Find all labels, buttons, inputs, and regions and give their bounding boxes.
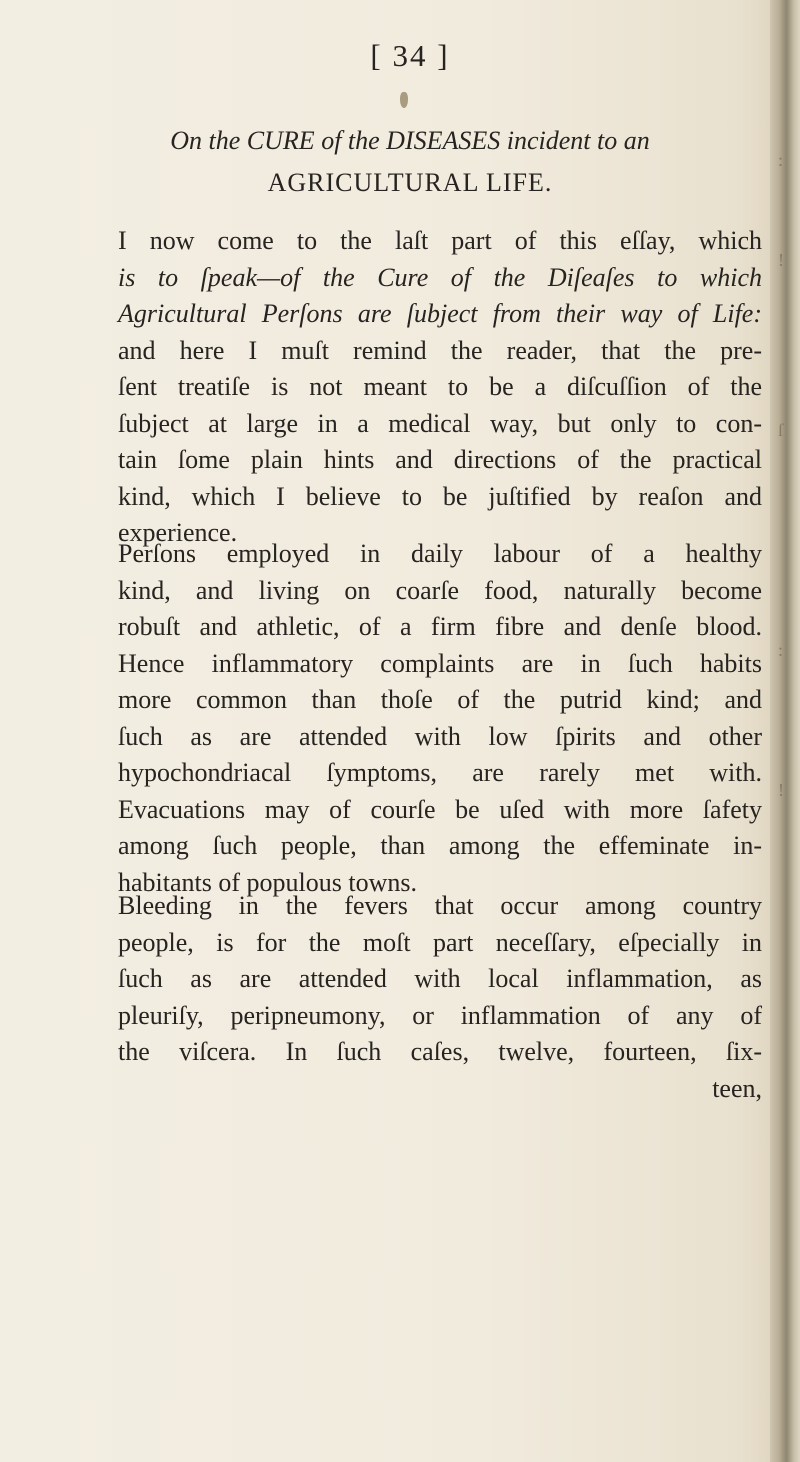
paragraph-2	[118, 536, 762, 901]
chapter-heading-line-1	[0, 124, 800, 158]
page-number: [ 34 ]	[370, 38, 450, 73]
text-line: ſubject at large in a medical way, but only to con-	[118, 408, 762, 438]
paragraph-1	[118, 223, 762, 552]
text-line: the viſcera. In ſuch caſes, twelve, fourteen, ſix-	[118, 1037, 762, 1066]
text-line: ſuch as are attended with local inflammation, as	[118, 964, 762, 993]
text-line: ſuch as are attended with low ſpirits and other	[118, 721, 762, 751]
text-line	[118, 260, 762, 297]
heading-line-1-text: On the CURE of the DISEASES incident to an	[170, 126, 650, 155]
text-line: people, is for the moſt part neceſſary, eſpecially in	[118, 927, 762, 957]
paragraph-3	[118, 888, 762, 1107]
text-line: more common than thoſe of the putrid kind; and	[118, 685, 762, 714]
text-line: Evacuations may of courſe be uſed with more ſafety	[118, 794, 762, 824]
text-line: among ſuch people, than among the effeminate in-	[118, 831, 762, 860]
text-line: robuſt and athletic, of a firm fibre and denſe blood.	[118, 612, 762, 641]
text-line: I now come to the laſt part of this eſſay, which	[118, 226, 762, 255]
text-line: Bleeding in the fevers that occur among country	[118, 891, 762, 920]
text-line: experience.	[118, 518, 238, 547]
text-line: tain ſome plain hints and directions of the practical	[118, 445, 762, 474]
text-line: kind, which I believe to be juſtified by reaſon and	[118, 481, 762, 511]
text-line	[118, 296, 762, 333]
text-line: habitants of populous towns.	[118, 867, 417, 897]
ink-speck	[400, 92, 408, 108]
text-line: Hence inflammatory complaints are in ſuch habits	[118, 648, 762, 678]
text-line: Perſons employed in daily labour of a healthy	[118, 539, 762, 568]
page-gutter-edge	[770, 0, 800, 1462]
text-line: ſent treatiſe is not meant to be a diſcuſſion of the	[118, 372, 762, 401]
text-line: kind, and living on coarſe food, naturally become	[118, 575, 762, 605]
text-line: and here I muſt remind the reader, that the pre-	[118, 335, 762, 365]
catchword: teen,	[712, 1073, 762, 1103]
text-line: pleuriſy, peripneumony, or inflammation of any of	[118, 1000, 762, 1030]
italic-text: is to ſpeak—of the Cure of the Diſeaſes to which	[118, 262, 762, 292]
text-line: hypochondriacal ſymptoms, are rarely met with.	[118, 758, 762, 787]
italic-text: Agricultural Perſons are ſubject from their way of Life:	[118, 299, 762, 328]
chapter-heading-line-2: AGRICULTURAL LIFE.	[267, 168, 553, 197]
